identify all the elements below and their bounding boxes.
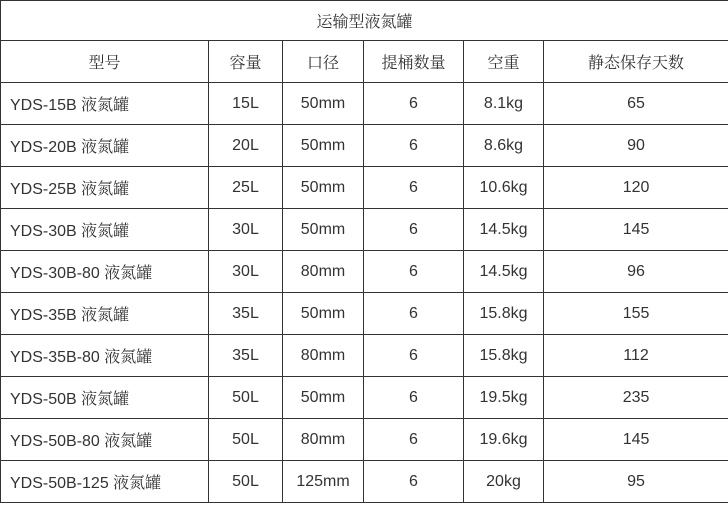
table-title-row	[1, 1, 728, 41]
column-header: 口径	[283, 41, 364, 83]
value-cell: 95	[544, 461, 728, 503]
value-cell: 10.6kg	[464, 167, 544, 209]
value-cell: 6	[364, 335, 464, 377]
table-row	[1, 461, 728, 503]
value-cell: 6	[364, 83, 464, 125]
model-cell: YDS-30B-80 液氮罐	[1, 251, 209, 293]
table-row	[1, 167, 728, 209]
table-row	[1, 377, 728, 419]
value-cell: 90	[544, 125, 728, 167]
value-cell: 120	[544, 167, 728, 209]
value-cell: 80mm	[283, 335, 364, 377]
column-header: 提桶数量	[364, 41, 464, 83]
value-cell: 35L	[209, 293, 283, 335]
column-header: 空重	[464, 41, 544, 83]
model-cell: YDS-30B 液氮罐	[1, 209, 209, 251]
value-cell: 30L	[209, 209, 283, 251]
value-cell: 20kg	[464, 461, 544, 503]
value-cell: 8.1kg	[464, 83, 544, 125]
value-cell: 15.8kg	[464, 335, 544, 377]
model-cell: YDS-50B-80 液氮罐	[1, 419, 209, 461]
value-cell: 30L	[209, 251, 283, 293]
model-cell: YDS-25B 液氮罐	[1, 167, 209, 209]
value-cell: 6	[364, 461, 464, 503]
value-cell: 15.8kg	[464, 293, 544, 335]
value-cell: 6	[364, 251, 464, 293]
model-cell: YDS-15B 液氮罐	[1, 83, 209, 125]
model-cell: YDS-35B 液氮罐	[1, 293, 209, 335]
value-cell: 155	[544, 293, 728, 335]
table-row	[1, 125, 728, 167]
value-cell: 35L	[209, 335, 283, 377]
value-cell: 50L	[209, 377, 283, 419]
value-cell: 6	[364, 125, 464, 167]
value-cell: 19.5kg	[464, 377, 544, 419]
model-cell: YDS-35B-80 液氮罐	[1, 335, 209, 377]
table-row	[1, 83, 728, 125]
value-cell: 235	[544, 377, 728, 419]
table-row	[1, 335, 728, 377]
value-cell: 65	[544, 83, 728, 125]
value-cell: 125mm	[283, 461, 364, 503]
column-header: 型号	[1, 41, 209, 83]
value-cell: 96	[544, 251, 728, 293]
column-header: 静态保存天数	[544, 41, 728, 83]
value-cell: 50mm	[283, 209, 364, 251]
value-cell: 50mm	[283, 167, 364, 209]
model-cell: YDS-50B 液氮罐	[1, 377, 209, 419]
value-cell: 80mm	[283, 419, 364, 461]
table-row	[1, 209, 728, 251]
value-cell: 14.5kg	[464, 251, 544, 293]
value-cell: 50mm	[283, 125, 364, 167]
value-cell: 6	[364, 209, 464, 251]
column-header: 容量	[209, 41, 283, 83]
value-cell: 50L	[209, 419, 283, 461]
model-cell: YDS-50B-125 液氮罐	[1, 461, 209, 503]
table-title: 运输型液氮罐	[1, 1, 728, 41]
table-row	[1, 419, 728, 461]
table-row	[1, 251, 728, 293]
value-cell: 50L	[209, 461, 283, 503]
value-cell: 19.6kg	[464, 419, 544, 461]
value-cell: 50mm	[283, 377, 364, 419]
value-cell: 15L	[209, 83, 283, 125]
model-cell: YDS-20B 液氮罐	[1, 125, 209, 167]
value-cell: 6	[364, 419, 464, 461]
value-cell: 50mm	[283, 293, 364, 335]
value-cell: 20L	[209, 125, 283, 167]
value-cell: 14.5kg	[464, 209, 544, 251]
value-cell: 145	[544, 209, 728, 251]
table-header-row	[1, 41, 728, 83]
value-cell: 145	[544, 419, 728, 461]
value-cell: 80mm	[283, 251, 364, 293]
value-cell: 6	[364, 293, 464, 335]
value-cell: 112	[544, 335, 728, 377]
value-cell: 6	[364, 377, 464, 419]
value-cell: 25L	[209, 167, 283, 209]
value-cell: 6	[364, 167, 464, 209]
table-row	[1, 293, 728, 335]
value-cell: 8.6kg	[464, 125, 544, 167]
value-cell: 50mm	[283, 83, 364, 125]
